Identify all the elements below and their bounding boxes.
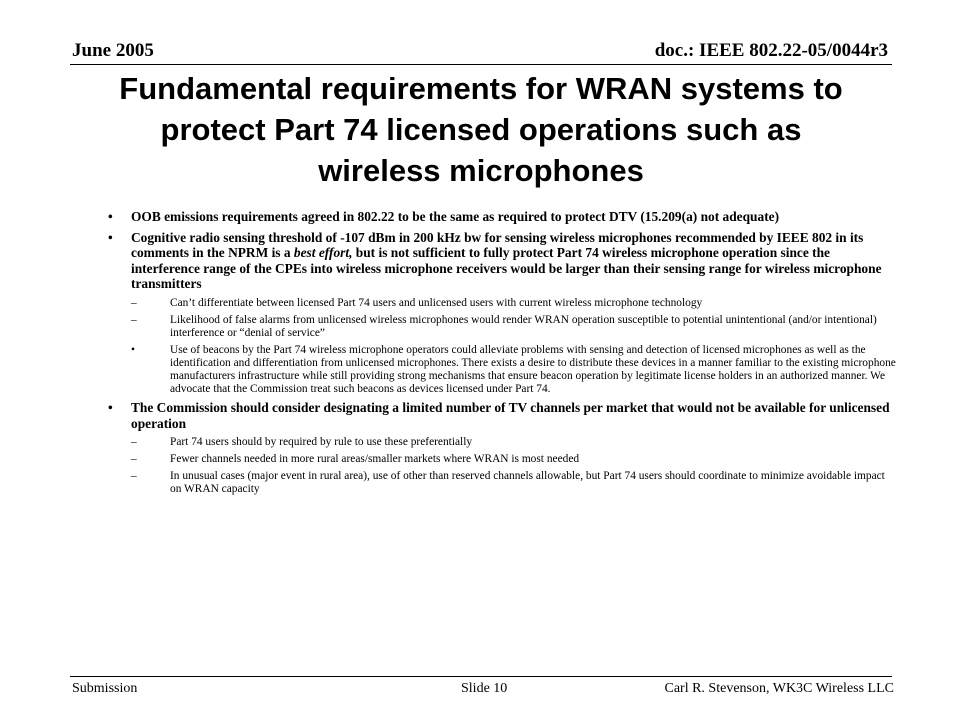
header-rule bbox=[70, 64, 892, 65]
footer-slide-number: Slide 10 bbox=[461, 681, 508, 696]
sub-bullet-group bbox=[108, 297, 898, 396]
footer-rule bbox=[70, 676, 892, 677]
sub-bullet bbox=[131, 453, 898, 466]
sub-bullet bbox=[131, 344, 898, 396]
sub-bullet-marker: – bbox=[131, 453, 137, 466]
sub-bullet-text: Can’t differentiate between licensed Part 74 users and unlicensed users with current wireless microphone technology bbox=[170, 296, 703, 309]
sub-bullet-text: Use of beacons by the Part 74 wireless microphone operators could alleviate problems with sensing and detection of licensed microphones as well as the identification and differentiation from unlicensed microphones. There exists a desire to distribute these devices in a manner familiar to the existing microphone manufacturers infrastructure while still providing strong mechanisms that ensure beacon operation by legitimate license holders in an authorized manner. We advocate that the Commission treat such beacons as devices licensed under Part 74. bbox=[170, 343, 896, 395]
bullet-text: Cognitive radio sensing threshold of -107 dBm in 200 kHz bw for sensing wireless microphones recommended by IEEE 802 in its comments in the NPRM is a bbox=[131, 229, 864, 261]
sub-bullet-marker: – bbox=[131, 436, 137, 449]
bullet-marker: • bbox=[108, 209, 113, 224]
footer-author: Carl R. Stevenson, WK3C Wireless LLC bbox=[664, 681, 894, 696]
bullet-sensing-threshold bbox=[108, 230, 898, 292]
sub-bullet bbox=[131, 470, 898, 496]
bullet-marker: • bbox=[108, 229, 113, 245]
footer-submission: Submission bbox=[72, 681, 138, 696]
bullet-emphasis: best effort, bbox=[293, 245, 353, 261]
sub-bullet-marker: – bbox=[131, 313, 137, 326]
sub-bullet-text: Fewer channels needed in more rural areas/smaller markets where WRAN is most needed bbox=[170, 453, 580, 466]
sub-bullet bbox=[131, 297, 898, 310]
bullet-text: OOB emissions requirements agreed in 802.22 to be the same as required to protect DTV (15.209(a) not adequate) bbox=[131, 209, 780, 224]
sub-bullet-text: Likelihood of false alarms from unlicensed wireless microphones would render WRAN operation susceptible to potential unintentional (and/or intentional) interference or “denial of service” bbox=[170, 313, 877, 339]
sub-bullet-marker: – bbox=[131, 470, 137, 483]
title-line: protect Part 74 licensed operations such as bbox=[160, 112, 802, 147]
bullet-reserved-channels bbox=[108, 400, 898, 431]
slide-body bbox=[108, 209, 898, 500]
slide-title bbox=[70, 68, 892, 191]
sub-bullet-marker: – bbox=[131, 296, 137, 309]
sub-bullet-text: Part 74 users should by required by rule to use these preferentially bbox=[170, 436, 473, 449]
bullet-marker: • bbox=[108, 399, 113, 415]
header-date: June 2005 bbox=[72, 40, 154, 61]
sub-bullet-marker: • bbox=[131, 343, 135, 356]
sub-bullet bbox=[131, 436, 898, 449]
bullet-text: but is not sufficient to fully protect Part 74 wireless microphone operation since the interference range of the CPEs into wireless microphone receivers would be larger than their sensing range for wireless microphone transmitters bbox=[131, 245, 882, 292]
bullet-text: The Commission should consider designating a limited number of TV channels per market that would not be available for unlicensed operation bbox=[131, 399, 890, 431]
sub-bullet bbox=[131, 314, 898, 340]
sub-bullet-group bbox=[108, 436, 898, 496]
title-line: wireless microphones bbox=[318, 153, 644, 188]
header-doc-id: doc.: IEEE 802.22-05/0044r3 bbox=[654, 40, 888, 61]
sub-bullet-text: In unusual cases (major event in rural area), use of other than reserved channels allowable, but Part 74 users should coordinate to minimize avoidable impact on WRAN capacity bbox=[170, 470, 885, 496]
bullet-oob-emissions bbox=[108, 209, 898, 225]
title-line: Fundamental requirements for WRAN systems to bbox=[119, 71, 843, 106]
